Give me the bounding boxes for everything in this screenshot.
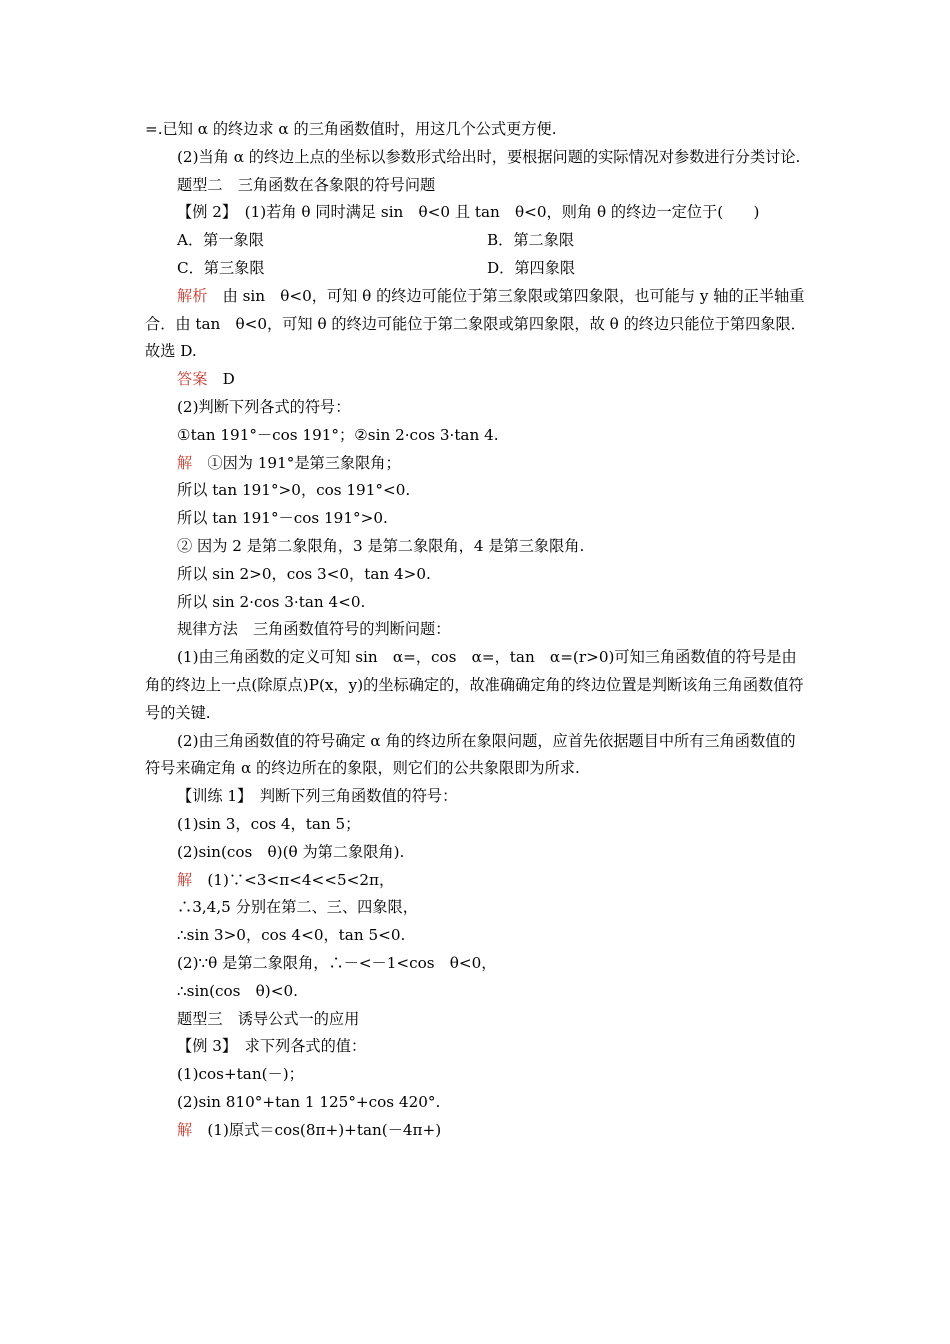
option-b: B．第二象限 — [487, 231, 575, 250]
text-paragraph: (1)由三角函数的定义可知 sin α=，cos α=，tan α=(r>0)可知三角函数值的符号是由角的终边上一点(除原点)P(x，y)的坐标确定的，故准确确定角的终边位置是判断该角三角函数值符号的关键. — [145, 648, 804, 722]
solution-line — [145, 450, 807, 478]
text-line: ∴3,4,5 分别在第二、三、四象限， — [177, 898, 418, 917]
document-body — [145, 116, 807, 1144]
text-line: (2)判断下列各式的符号： — [177, 397, 351, 416]
text-line: =.已知 α 的终边求 α 的三角函数值时，用这几个公式更方便. — [145, 120, 557, 138]
text-line: (2)sin(cos θ)(θ 为第二象限角). — [177, 842, 405, 861]
example-question: 【例 2】 (1)若角 θ 同时满足 sin θ<0 且 tan θ<0，则角 θ 的终边一定位于( ) — [177, 203, 760, 222]
answer-tag: 答案 — [177, 370, 208, 389]
text-line: (2)∵θ 是第二象限角，∴－<－1<cos θ<0， — [177, 953, 497, 972]
options-row — [145, 255, 807, 283]
text-line: (2)sin 810°+tan 1 125°+cos 420°. — [177, 1092, 441, 1111]
text-paragraph: (2)由三角函数值的符号确定 α 角的终边所在象限问题，应首先依据题目中所有三角函数值的符号来确定角 α 的终边所在的象限，则它们的公共象限即为所求. — [145, 731, 796, 778]
solution-tag: 解 — [177, 1120, 193, 1139]
example-question: 【例 3】 求下列各式的值： — [177, 1037, 367, 1056]
text-line: (1)cos+tan(－)； — [177, 1065, 304, 1084]
text-line: 所以 sin 2>0，cos 3<0，tan 4>0. — [177, 564, 431, 583]
option-d: D．第四象限 — [487, 258, 576, 277]
analysis-paragraph — [145, 283, 807, 366]
text-line: ∴sin(cos θ)<0. — [177, 981, 298, 1000]
options-row — [145, 227, 807, 255]
exercise-heading: 【训练 1】 判断下列三角函数值的符号： — [177, 787, 458, 806]
text-line: 所以 tan 191°>0，cos 191°<0. — [177, 481, 411, 500]
section-heading: 题型二 三角函数在各象限的符号问题 — [177, 175, 436, 194]
option-a: A．第一象限 — [177, 231, 264, 250]
text-paragraph: (2)当角 α 的终边上点的坐标以参数形式给出时，要根据问题的实际情况对参数进行分类讨论. — [177, 147, 801, 166]
solution-line — [145, 867, 807, 895]
solution-tag: 解 — [177, 453, 193, 472]
text-line: ② 因为 2 是第二象限角，3 是第二象限角，4 是第三象限角. — [177, 536, 585, 555]
solution-text: ①因为 191°是第三象限角； — [192, 453, 401, 472]
analysis-tag: 解析 — [177, 286, 208, 305]
solution-text: (1)原式＝cos(8π+)+tan(－4π+) — [192, 1120, 442, 1139]
text-line: (1)sin 3，cos 4，tan 5； — [177, 814, 361, 833]
method-heading: 规律方法 三角函数值符号的判断问题： — [177, 620, 451, 639]
answer-text: D — [207, 370, 235, 389]
section-heading: 题型三 诱导公式一的应用 — [177, 1009, 360, 1028]
text-line: ①tan 191°－cos 191°；②sin 2·cos 3·tan 4. — [177, 425, 499, 444]
text-line: ∴sin 3>0，cos 4<0，tan 5<0. — [177, 926, 406, 945]
solution-line — [145, 1117, 807, 1145]
analysis-text: 由 sin θ<0，可知 θ 的终边可能位于第三象限或第四象限，也可能与 y 轴的正半轴重合．由 tan θ<0，可知 θ 的终边可能位于第二象限或第四象限，故 θ 的终边只能位于第四象限．故选 D. — [145, 286, 806, 361]
answer-line — [145, 366, 807, 394]
option-c: C．第三象限 — [177, 258, 265, 277]
text-line: 所以 tan 191°－cos 191°>0. — [177, 509, 388, 528]
text-line: 所以 sin 2·cos 3·tan 4<0. — [177, 592, 366, 611]
solution-text: (1)∵<3<π<4<<5<2π， — [192, 870, 395, 889]
solution-tag: 解 — [177, 870, 193, 889]
